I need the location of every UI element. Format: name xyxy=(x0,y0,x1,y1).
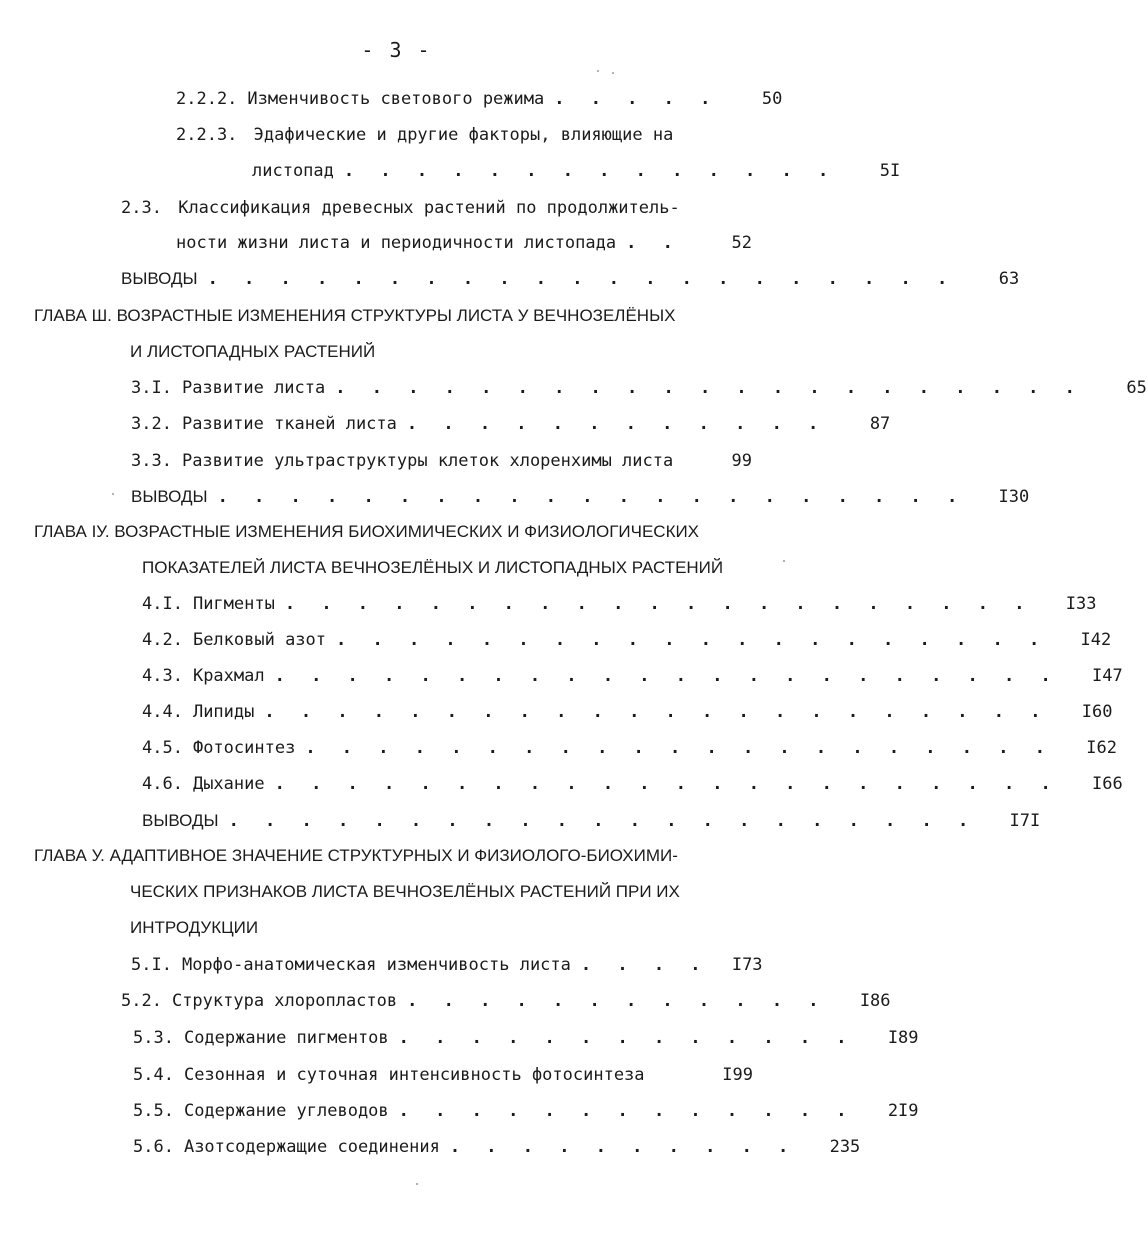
entry-page: I7I xyxy=(1009,811,1041,831)
entry-number: 4.4. xyxy=(142,702,183,722)
entry-page: 65 xyxy=(1126,378,1147,398)
entry-title: Классификация древесных растений по продолжитель- xyxy=(178,198,680,218)
entry-title: Эдафические и другие факторы, влияющие на xyxy=(253,125,674,145)
chapter-heading-4-cont: ПОКАЗАТЕЛЕЙ ЛИСТА ВЕЧНОЗЕЛЁНЫХ И ЛИСТОПАДНЫХ РАСТЕНИЙ xyxy=(142,558,724,577)
entry-page: I73 xyxy=(731,955,763,975)
entry-number: 4.3. xyxy=(142,666,183,686)
toc-entry-4-2 xyxy=(142,628,1112,652)
entry-number: 4.6. xyxy=(142,774,183,794)
entry-page: I62 xyxy=(1086,738,1117,758)
leader-dots: . . . . . . . . . . . . . . . . . . . . . xyxy=(207,269,956,289)
toc-entry-4-1 xyxy=(142,592,1097,616)
entry-title: Развитие листа xyxy=(181,378,326,398)
toc-entry-4-4 xyxy=(142,700,1113,724)
toc-entry-5-5 xyxy=(133,1099,919,1123)
toc-entry-2-2-2 xyxy=(176,87,783,111)
entry-page: I33 xyxy=(1065,594,1097,614)
leader-dots: . . . . . . . . . . . . . . . . . . . . . xyxy=(335,378,1083,398)
entry-page: 2I9 xyxy=(887,1101,919,1121)
leader-dots: . . . . . . . . . . . . xyxy=(406,414,827,434)
leader-dots: . . . . . . . . . . . . . . . . . . . . . . xyxy=(274,666,1059,686)
entry-title: листопад xyxy=(252,161,334,181)
leader-dots: . . . . . . . . . . . . . . . . . . . . . xyxy=(284,594,1033,614)
leader-dots: . . . . . . . . . . xyxy=(449,1137,797,1157)
page-number: - 3 - xyxy=(361,38,432,62)
leader-dots: . . . . . . . . . . . . . . . . . . . . . xyxy=(305,738,1053,758)
leader-dots: . . xyxy=(626,233,681,253)
toc-entry-2-3 xyxy=(121,196,680,220)
leader-dots: . . . . . . . . . . . . . . . . . . . . . . xyxy=(264,702,1049,722)
entry-title: Изменчивость светового режима xyxy=(247,89,545,109)
toc-entry-4-6 xyxy=(142,772,1123,796)
toc-entry-2-2-3 xyxy=(176,123,673,147)
entry-title: Морфо-анатомическая изменчивость листа xyxy=(181,955,571,975)
entry-title: Фотосинтез xyxy=(192,738,296,758)
entry-page: I30 xyxy=(998,487,1030,507)
toc-entry-5-3 xyxy=(133,1026,919,1050)
entry-title: ВЫВОДЫ xyxy=(121,269,198,288)
chapter-heading-5: ГЛАВА У. АДАПТИВНОЕ ЗНАЧЕНИЕ СТРУКТУРНЫХ И ФИЗИОЛОГО-БИОХИМИ- xyxy=(34,846,678,865)
chapter-heading-3: ГЛАВА Ш. ВОЗРАСТНЫЕ ИЗМЕНЕНИЯ СТРУКТУРЫ ЛИСТА У ВЕЧНОЗЕЛЁНЫХ xyxy=(34,306,676,325)
entry-page: I99 xyxy=(722,1065,753,1085)
entry-number: 2.2.2. xyxy=(176,89,238,109)
toc-conclusions-ch4 xyxy=(142,809,1041,833)
entry-page: I86 xyxy=(859,991,891,1011)
toc-entry-3-1 xyxy=(131,376,1147,400)
entry-number: 5.3. xyxy=(133,1028,174,1048)
chapter-heading-4: ГЛАВА IУ. ВОЗРАСТНЫЕ ИЗМЕНЕНИЯ БИОХИМИЧЕСКИХ И ФИЗИОЛОГИЧЕСКИХ xyxy=(34,522,700,541)
entry-page: I89 xyxy=(887,1028,919,1048)
entry-page: I47 xyxy=(1092,666,1123,686)
entry-number: 5.I. xyxy=(131,955,172,975)
toc-entry-3-3 xyxy=(131,449,752,473)
chapter-heading-5-cont2: ИНТРОДУКЦИИ xyxy=(130,918,259,937)
entry-page: 50 xyxy=(761,89,783,109)
leader-dots: . . . . . xyxy=(554,89,719,109)
toc-entry-5-4 xyxy=(133,1063,753,1087)
leader-dots: . . . . . . . . . . . . . . . . . . . . . xyxy=(217,487,966,507)
scan-speck xyxy=(783,560,785,562)
entry-number: 5.6. xyxy=(133,1137,174,1157)
leader-dots: . . . . . . . . . . . . . . xyxy=(343,161,837,181)
entry-number: 3.2. xyxy=(131,414,172,434)
toc-conclusions-ch2 xyxy=(121,267,1020,291)
entry-number: 3.3. xyxy=(131,451,172,471)
entry-page: I66 xyxy=(1092,774,1123,794)
toc-entry-5-1 xyxy=(131,953,763,977)
entry-title: ВЫВОДЫ xyxy=(142,811,219,830)
scan-speck xyxy=(112,493,114,495)
leader-dots: . . . . . . . . . . . . . xyxy=(398,1028,855,1048)
scan-speck xyxy=(612,72,614,74)
entry-title: Содержание углеводов xyxy=(183,1101,389,1121)
entry-title: Белковый азот xyxy=(192,630,327,650)
toc-entry-2-3-cont xyxy=(176,231,752,255)
entry-title: Дыхание xyxy=(192,774,265,794)
entry-title: Пигменты xyxy=(192,594,275,614)
chapter-heading-5-cont: ЧЕСКИХ ПРИЗНАКОВ ЛИСТА ВЕЧНОЗЕЛЁНЫХ РАСТЕНИЙ ПРИ ИХ xyxy=(130,882,680,901)
entry-page: 99 xyxy=(731,451,752,471)
entry-page: 63 xyxy=(998,269,1020,289)
toc-conclusions-ch3 xyxy=(131,485,1030,509)
entry-page: I60 xyxy=(1081,702,1113,722)
entry-title: Развитие ультраструктуры клеток хлоренхимы листа xyxy=(181,451,674,471)
entry-page: 52 xyxy=(731,233,752,253)
entry-title: Липиды xyxy=(192,702,255,722)
entry-page: 5I xyxy=(879,161,901,181)
toc-entry-4-5 xyxy=(142,736,1117,760)
entry-title: ВЫВОДЫ xyxy=(131,487,208,506)
entry-title: Развитие тканей листа xyxy=(181,414,397,434)
leader-dots: . . . . . . . . . . . . . . . . . . . . . . xyxy=(274,774,1059,794)
entry-number: 2.2.3. xyxy=(176,125,238,145)
entry-title: ности жизни листа и периодичности листопада xyxy=(176,233,617,253)
entry-page: I42 xyxy=(1080,630,1112,650)
entry-title: Азотсодержащие соединения xyxy=(183,1137,440,1157)
leader-dots: . . . . xyxy=(580,955,709,975)
toc-entry-4-3 xyxy=(142,664,1123,688)
entry-title: Сезонная и суточная интенсивность фотосинтеза xyxy=(183,1065,645,1085)
entry-number: 4.5. xyxy=(142,738,183,758)
entry-number: 2.3. xyxy=(121,198,162,218)
chapter-heading-3-cont: И ЛИСТОПАДНЫХ РАСТЕНИЙ xyxy=(130,342,376,361)
entry-page: 87 xyxy=(869,414,891,434)
entry-number: 5.5. xyxy=(133,1101,174,1121)
entry-number: 4.2. xyxy=(142,630,183,650)
toc-entry-2-2-3-cont xyxy=(252,159,901,183)
scan-speck xyxy=(416,1183,418,1185)
toc-entry-5-6 xyxy=(133,1135,861,1159)
toc-entry-5-2 xyxy=(121,989,891,1013)
entry-title: Крахмал xyxy=(192,666,265,686)
entry-number: 5.4. xyxy=(133,1065,174,1085)
scan-speck xyxy=(597,70,599,72)
leader-dots: . . . . . . . . . . . . xyxy=(407,991,827,1011)
entry-title: Содержание пигментов xyxy=(183,1028,389,1048)
leader-dots: . . . . . . . . . . . . . xyxy=(398,1101,855,1121)
leader-dots: . . . . . . . . . . . . . . . . . . . . xyxy=(336,630,1048,650)
entry-page: 235 xyxy=(829,1137,861,1157)
entry-title: Структура хлоропластов xyxy=(171,991,398,1011)
toc-entry-3-2 xyxy=(131,412,891,436)
entry-number: 3.I. xyxy=(131,378,172,398)
leader-dots: . . . . . . . . . . . . . . . . . . . . . xyxy=(228,811,977,831)
entry-number: 5.2. xyxy=(121,991,162,1011)
entry-number: 4.I. xyxy=(142,594,183,614)
